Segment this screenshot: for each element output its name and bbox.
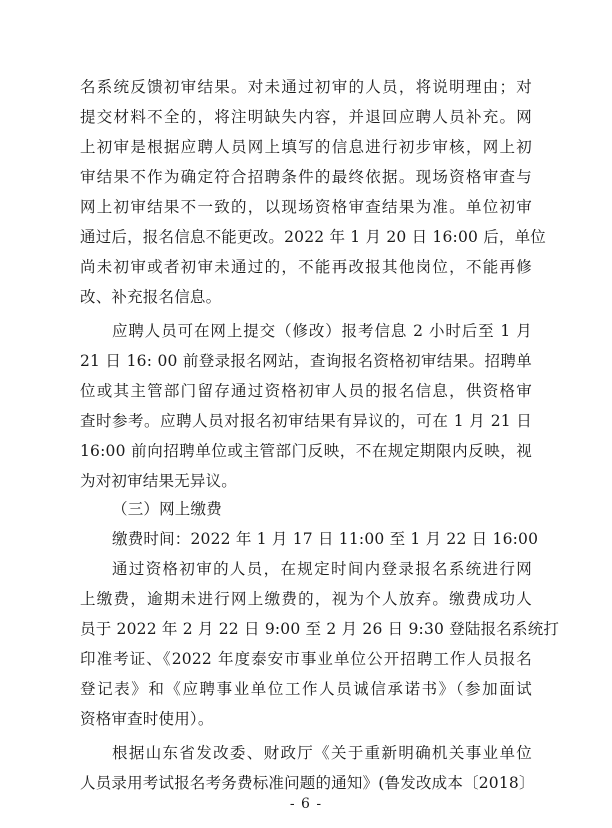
text-line: 应聘人员可在网上提交（修改）报考信息 2 小时后至 1 月 [112,322,532,340]
section-heading: （三）网上缴费 [112,500,222,518]
text-line: 位或其主管部门留存通过资格初审人员的报名信息，供资格审 [80,382,532,400]
text-line: 提交材料不全的，将注明缺失内容，并退回应聘人员补充。网 [80,108,532,126]
text-line: 印准考证、《2022 年度泰安市事业单位公开招聘工作人员报名 [80,650,532,668]
text-line: 通过资格初审的人员，在规定时间内登录报名系统进行网 [112,560,532,578]
text-line: 员于 2022 年 2 月 22 日 9:00 至 2 月 26 日 9:30 登陆报名系统打 [80,620,560,638]
text-line: 上初审是根据应聘人员网上填写的信息进行初步审核，网上初 [80,138,532,156]
text-line: 16:00 前向招聘单位或主管部门反映，不在规定期限内反映，视 [80,442,532,460]
text-line: 通过后，报名信息不能更改。2022 年 1 月 20 日 16:00 后，单位 [80,228,546,246]
text-line: 改、补充报名信息。 [80,288,222,306]
page-number: - 6 - [289,796,323,812]
text-line: 上缴费，逾期未进行网上缴费的，视为个人放弃。缴费成功人 [80,590,532,608]
text-line: 登记表》和《应聘事业单位工作人员诚信承诺书》（参加面试 [80,680,532,698]
text-line: 缴费时间：2022 年 1 月 17 日 11:00 至 1 月 22 日 16:00 [112,530,539,548]
text-line: 资格审查时使用）。 [80,710,214,728]
text-line: 根据山东省发改委、财政厅《关于重新明确机关事业单位 [112,744,532,762]
text-line: 网上初审结果不一致的，以现场资格审查结果为准。单位初审 [80,198,532,216]
text-line: 查时参考。应聘人员对报名初审结果有异议的，可在 1 月 21 日 [80,412,532,430]
text-line: 21 日 16: 00 前登录报名网站，查询报名资格初审结果。招聘单 [80,352,532,370]
text-line: 名系统反馈初审结果。对未通过初审的人员，将说明理由；对 [80,78,532,96]
text-line: 审结果不作为确定符合招聘条件的最终依据。现场资格审查与 [80,168,532,186]
text-line: 为对初审结果无异议。 [80,472,238,490]
text-line: 尚未初审或者初审未通过的，不能再改报其他岗位，不能再修 [80,258,532,276]
text-line: 人员录用考试报名考务费标准问题的通知》(鲁发改成本〔2018〕 [80,774,535,792]
